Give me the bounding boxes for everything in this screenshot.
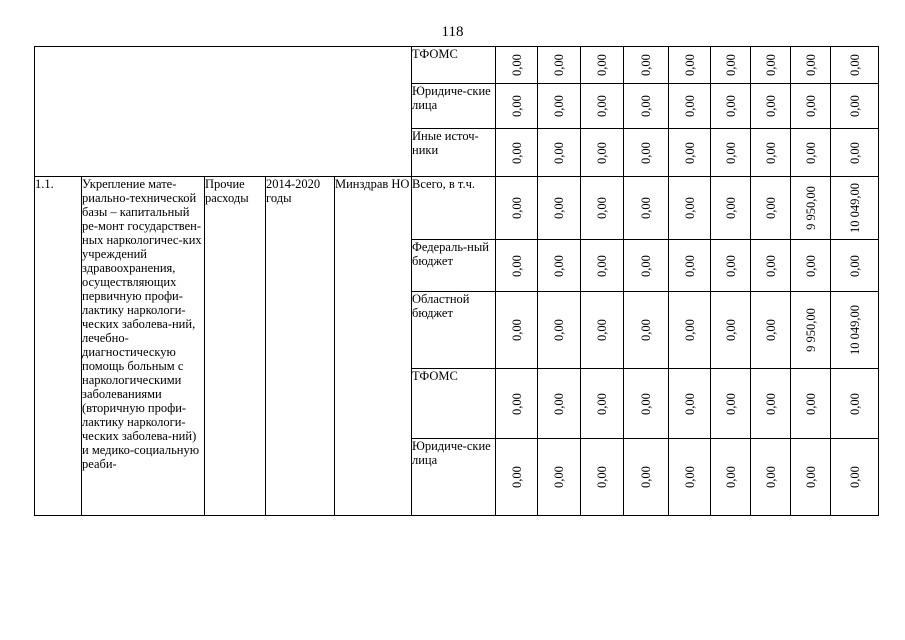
value-text: 0,00 — [552, 54, 566, 76]
value-text: 0,00 — [552, 197, 566, 219]
value-text: 0,00 — [509, 319, 524, 341]
value-text: 0,00 — [723, 197, 738, 219]
value-text: 0,00 — [509, 95, 524, 117]
source-cell: Областной бюджет — [412, 292, 496, 369]
source-cell: Всего, в т.ч. — [412, 177, 496, 240]
value-cell — [711, 369, 751, 439]
value-text: 0,00 — [763, 392, 778, 415]
value-text: 0,00 — [763, 254, 778, 277]
period: 2014-2020 годы — [266, 177, 335, 516]
value-cell — [581, 84, 624, 129]
value-text: 0,00 — [639, 54, 653, 76]
value-text: 10 049,00 — [847, 305, 862, 355]
value-text: 0,00 — [723, 54, 738, 76]
value-cell — [581, 240, 624, 292]
value-text: 9 950,00 — [803, 186, 818, 230]
value-text: 0,00 — [723, 319, 738, 341]
value-text: 0,00 — [847, 392, 862, 415]
value-cell — [711, 177, 751, 240]
value-cell — [496, 177, 538, 240]
value-cell — [496, 47, 538, 84]
value-cell — [711, 240, 751, 292]
value-text: 0,00 — [682, 197, 697, 219]
value-cell — [669, 84, 711, 129]
value-text: 0,00 — [639, 319, 653, 341]
value-text: 0,00 — [763, 54, 778, 76]
table-row — [35, 47, 879, 84]
value-text: 0,00 — [639, 141, 653, 164]
value-cell — [831, 47, 879, 84]
value-text: 0,00 — [803, 466, 818, 488]
value-cell — [496, 292, 538, 369]
value-text: 0,00 — [682, 319, 697, 341]
value-text: 0,00 — [639, 95, 653, 117]
value-cell — [496, 240, 538, 292]
value-text: 0,00 — [682, 254, 697, 277]
value-cell — [538, 177, 581, 240]
value-text: 0,00 — [595, 254, 609, 277]
value-text: 0,00 — [803, 54, 818, 76]
value-cell — [751, 369, 791, 439]
value-cell — [831, 439, 879, 516]
value-text: 0,00 — [847, 54, 862, 76]
value-text: 0,00 — [595, 466, 609, 488]
value-cell — [831, 240, 879, 292]
item-number: 1.1. — [35, 177, 82, 516]
value-text: 0,00 — [509, 54, 524, 76]
value-cell — [538, 129, 581, 177]
value-cell — [624, 292, 669, 369]
value-cell — [538, 369, 581, 439]
value-text: 0,00 — [552, 466, 566, 488]
value-cell — [624, 177, 669, 240]
value-cell — [581, 439, 624, 516]
value-text: 0,00 — [682, 54, 697, 76]
value-cell — [751, 129, 791, 177]
value-text: 0,00 — [763, 197, 778, 219]
value-text: 0,00 — [639, 197, 653, 219]
value-text: 0,00 — [847, 254, 862, 277]
value-text: 0,00 — [595, 141, 609, 164]
value-cell — [496, 84, 538, 129]
source-cell: Юридиче-ские лица — [412, 84, 496, 129]
value-cell — [669, 439, 711, 516]
page-number: 118 — [441, 24, 464, 40]
value-cell — [711, 84, 751, 129]
value-text: 0,00 — [552, 95, 566, 117]
value-cell — [581, 129, 624, 177]
value-cell — [669, 177, 711, 240]
value-text: 0,00 — [639, 392, 653, 415]
value-cell — [496, 369, 538, 439]
value-cell — [791, 439, 831, 516]
value-cell — [831, 292, 879, 369]
value-text: 0,00 — [847, 95, 862, 117]
value-cell — [791, 47, 831, 84]
value-cell — [496, 439, 538, 516]
blank-merged-cell — [35, 47, 412, 177]
value-cell — [624, 240, 669, 292]
value-cell — [581, 177, 624, 240]
value-cell — [496, 129, 538, 177]
value-cell — [831, 129, 879, 177]
value-cell — [538, 439, 581, 516]
source-cell: Федераль-ный бюджет — [412, 240, 496, 292]
value-cell — [751, 292, 791, 369]
value-cell — [751, 84, 791, 129]
value-text: 0,00 — [552, 254, 566, 277]
value-cell — [831, 84, 879, 129]
value-text: 0,00 — [803, 141, 818, 164]
executor: Минздрав НО — [335, 177, 412, 516]
value-text: 0,00 — [763, 141, 778, 164]
value-cell — [831, 369, 879, 439]
value-text: 0,00 — [723, 141, 738, 164]
value-cell — [538, 292, 581, 369]
value-text: 0,00 — [509, 254, 524, 277]
value-cell — [669, 47, 711, 84]
value-cell — [751, 240, 791, 292]
value-text: 0,00 — [847, 141, 862, 164]
value-text: 0,00 — [847, 466, 862, 488]
value-cell — [538, 240, 581, 292]
value-text: 0,00 — [552, 141, 566, 164]
value-text: 0,00 — [723, 466, 738, 488]
value-text: 0,00 — [682, 466, 697, 488]
value-text: 0,00 — [595, 319, 609, 341]
value-text: 0,00 — [509, 197, 524, 219]
table-row — [35, 177, 879, 240]
value-text: 0,00 — [763, 319, 778, 341]
value-cell — [791, 129, 831, 177]
value-text: 0,00 — [803, 254, 818, 277]
value-cell — [711, 129, 751, 177]
value-text: 0,00 — [595, 54, 609, 76]
value-text: 0,00 — [595, 95, 609, 117]
value-text: 0,00 — [552, 319, 566, 341]
value-cell — [791, 369, 831, 439]
source-cell: Иные источ-ники — [412, 129, 496, 177]
value-cell — [711, 439, 751, 516]
value-cell — [791, 84, 831, 129]
source-cell: ТФОМС — [412, 369, 496, 439]
value-text: 0,00 — [682, 95, 697, 117]
value-text: 0,00 — [639, 254, 653, 277]
value-cell — [751, 177, 791, 240]
item-name: Укрепление мате-риально-технической базы – капитальный ре-монт государствен-ных наркологичес-ких учреждений здравоохранения, осуществляющих первичную профи-лактику наркологи-ческих заболева-ний, лечебно-диагностическую помощь больным с наркологическими заболеваниями (вторичную профи-лактику наркологи-ческих заболева-ний) и медико-социальную реаби- — [82, 177, 205, 516]
value-text: 0,00 — [763, 95, 778, 117]
value-cell — [669, 369, 711, 439]
value-cell — [581, 292, 624, 369]
value-text: 10 049,00 — [847, 183, 862, 233]
value-text: 0,00 — [723, 254, 738, 277]
value-text: 9 950,00 — [803, 308, 818, 352]
value-text: 0,00 — [595, 392, 609, 415]
value-text: 0,00 — [509, 466, 524, 488]
value-text: 0,00 — [803, 95, 818, 117]
value-cell — [581, 369, 624, 439]
value-text: 0,00 — [682, 141, 697, 164]
value-text: 0,00 — [763, 466, 778, 488]
value-cell — [791, 240, 831, 292]
value-cell — [624, 129, 669, 177]
value-text: 0,00 — [682, 392, 697, 415]
value-text: 0,00 — [803, 392, 818, 415]
value-cell — [751, 439, 791, 516]
value-text: 0,00 — [552, 392, 566, 415]
value-cell — [711, 292, 751, 369]
value-cell — [624, 47, 669, 84]
value-text: 0,00 — [509, 141, 524, 164]
value-cell — [669, 292, 711, 369]
value-cell — [624, 439, 669, 516]
value-cell — [538, 47, 581, 84]
value-text: 0,00 — [723, 95, 738, 117]
source-cell: Юридиче-ские лица — [412, 439, 496, 516]
value-cell — [791, 177, 831, 240]
value-cell — [581, 47, 624, 84]
expense-type: Прочие расходы — [205, 177, 266, 516]
value-cell — [751, 47, 791, 84]
value-cell — [669, 240, 711, 292]
value-text: 0,00 — [595, 197, 609, 219]
value-text: 0,00 — [723, 392, 738, 415]
value-text: 0,00 — [509, 392, 524, 415]
value-cell — [624, 369, 669, 439]
value-cell — [538, 84, 581, 129]
value-cell — [791, 292, 831, 369]
value-cell — [669, 129, 711, 177]
value-text: 0,00 — [639, 466, 653, 488]
value-cell — [831, 177, 879, 240]
value-cell — [624, 84, 669, 129]
funding-table — [34, 46, 879, 516]
value-cell — [711, 47, 751, 84]
source-cell: ТФОМС — [412, 47, 496, 84]
